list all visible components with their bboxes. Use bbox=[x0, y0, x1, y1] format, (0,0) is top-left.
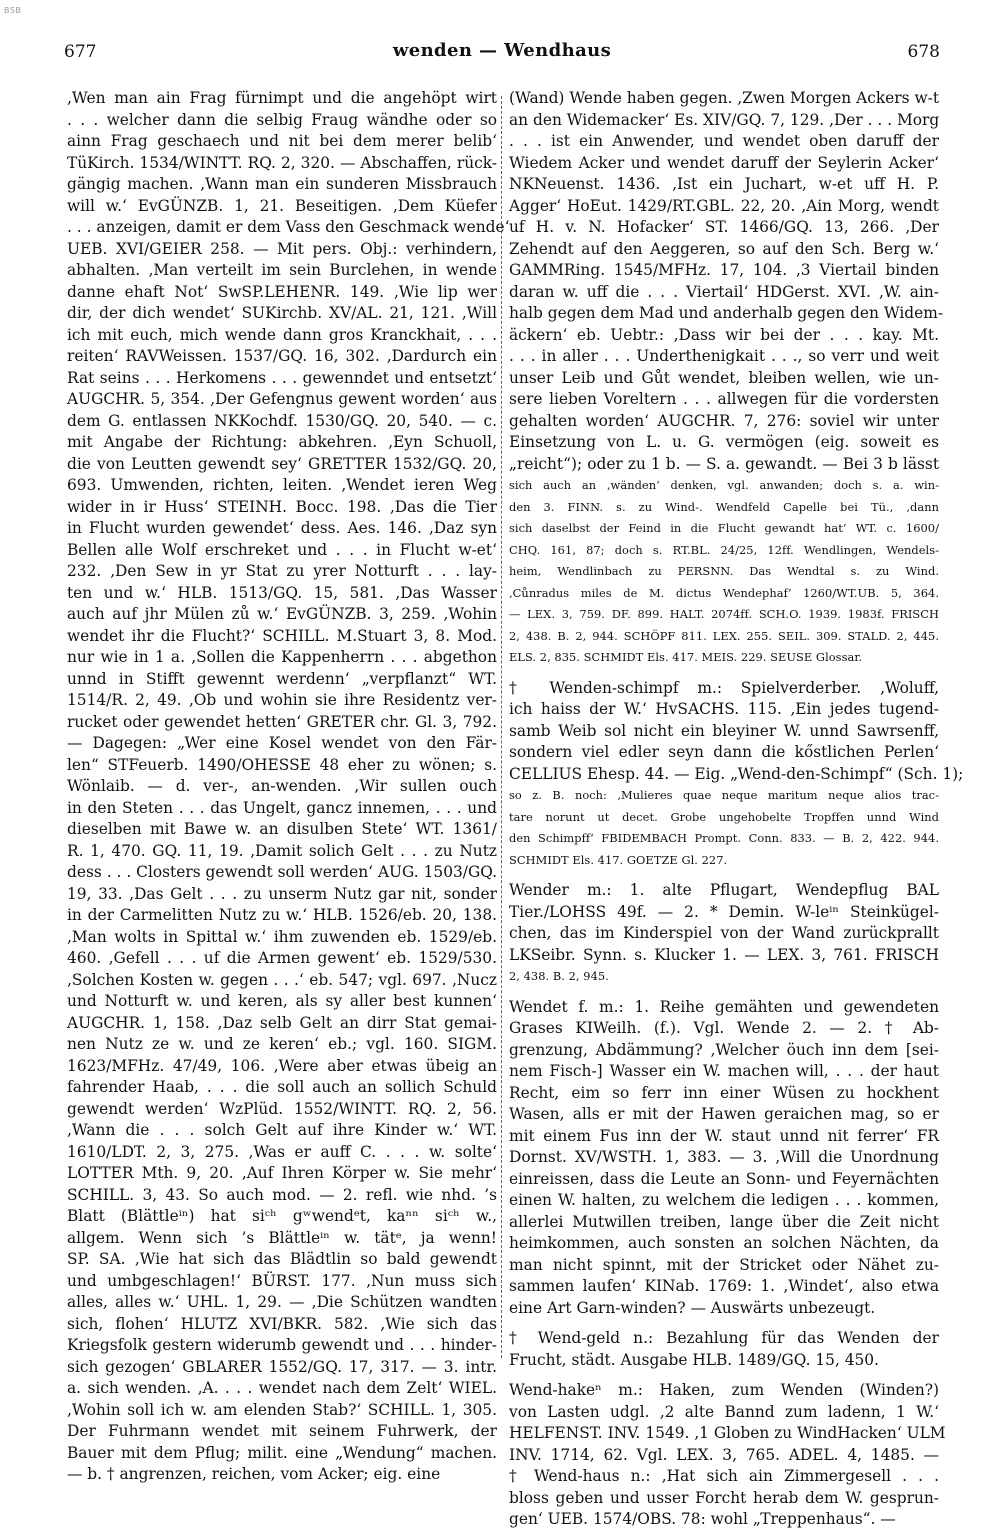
text-line: † Wend-haus n.: ‚Hat sich ain Zimmergesell . . . bbox=[509, 1467, 939, 1485]
text-line: CHQ. 161, 87; doch s. RT.BL. 24/25, 12ff. Wendlingen, Wendels- bbox=[509, 542, 939, 557]
text-line: SP. SA. ‚Wie hat sich das Blädtlin so bald gewendt bbox=[67, 1250, 497, 1268]
text-line: . . . ist ein Anwender, und wendet oben daruff der bbox=[509, 132, 939, 150]
text-line: . . . in aller . . . Underthenigkait . . ., so verr und weit bbox=[509, 347, 939, 365]
text-line: LOTTER Mth. 9, 20. ‚Auf Ihren Körper w. Sie mehr‘ bbox=[67, 1164, 497, 1182]
text-line: Wend-hakeⁿ m.: Haken, zum Wenden (Winden?) bbox=[509, 1381, 939, 1399]
text-line: sich daselbst der Feind in die Flucht gewandt hat‘ WT. c. 1600/ bbox=[509, 521, 939, 535]
text-line: sere lieben Voreltern . . . allwegen für die vordersten bbox=[509, 390, 939, 408]
text-line: 1610/LDT. 2, 3, 275. ‚Was er auff C. . . . w. solte‘ bbox=[67, 1142, 497, 1161]
text-line: (Wand) Wende haben gegen. ‚Zwen Morgen Ackers w-t bbox=[509, 89, 939, 107]
text-line: CELLIUS Ehesp. 44. — Eig. „Wend-den-Schimpf“ (Sch. 1); bbox=[509, 764, 964, 783]
column-divider bbox=[501, 96, 502, 1358]
text-line: SCHMIDT Els. 417. GOETZE Gl. 227. bbox=[509, 852, 728, 867]
text-line: SCHILL. 3, 43. So auch mod. — 2. refl. wie nhd. ’s bbox=[67, 1185, 497, 1204]
text-line: UEB. XVI/GEIER 258. — Mit pers. Obj.: verhindern, bbox=[67, 239, 497, 258]
text-line: unnd in Stifft gewennt werdenn‘ „verpflanzt“ WT. bbox=[67, 669, 497, 688]
text-line: die von Leutten gewendt sey‘ GRETTER 1532/GQ. 20, bbox=[67, 454, 497, 473]
page-number-left: 677 bbox=[64, 42, 97, 62]
text-line: Dornst. XV/WSTH. 1, 383. — 3. ‚Will die Unordnung bbox=[509, 1148, 939, 1166]
right-column bbox=[509, 88, 964, 1528]
text-line: ‚Wen man ain Frag fürnimpt und die angehöpt wirt bbox=[67, 89, 497, 107]
left-column bbox=[67, 88, 510, 1483]
text-line: Blatt (Blättleⁱⁿ) hat siᶜʰ gʷwendᵉt, kaⁿⁿ siᶜʰ w., bbox=[67, 1207, 497, 1225]
entry-separator bbox=[509, 988, 939, 997]
text-line: wider in ir Huss‘ STEINH. Bocc. 198. ‚Das die Tier bbox=[67, 497, 497, 516]
text-line: . . . welcher dann die selbig Fraug wändhe oder so bbox=[67, 110, 497, 129]
text-line: 2, 438. B. 2, 944. SCHÖPF 811. LEX. 255. SEIL. 309. STALD. 2, 445. bbox=[509, 628, 939, 643]
text-line: so z. B. noch: ‚Mulieres quae neque maritum neque alios trac- bbox=[509, 788, 939, 802]
text-line: a. sich wenden. ‚A. . . . wendet nach dem Zelt‘ WIEL. bbox=[67, 1379, 497, 1397]
text-line: 460. ‚Gefell . . . uf die Armen gewent‘ eb. 1529/530. bbox=[67, 949, 497, 967]
text-line: mit Angabe der Richtung: abkehren. ‚Eyn Schuoll, bbox=[67, 433, 497, 451]
text-line: sich, flohen‘ HLUTZ XVI/BKR. 582. ‚Wie sich das bbox=[67, 1314, 497, 1333]
text-line: ‚Wann die . . . solch Gelt auf ihre Kinder w.‘ WT. bbox=[67, 1121, 497, 1139]
text-line: gen‘ UEB. 1574/OBS. 78: wohl „Treppenhaus“. — bbox=[509, 1510, 896, 1528]
text-line: ich haiss der W.‘ HvSACHS. 115. ‚Ein jedes tugend- bbox=[509, 700, 939, 718]
text-line: dieselben mit Bawe w. an disulben Stete‘ WT. 1361/ bbox=[67, 820, 497, 838]
text-line: und Notturft w. und keren, als sy aller best kunnen‘ bbox=[67, 992, 497, 1010]
text-line: gehalten worden‘ AUGCHR. 7, 276: soviel wir unter bbox=[509, 411, 939, 430]
text-line: äckern‘ eb. Uebtr.: ‚Dass wir bei der . . . kay. Mt. bbox=[509, 325, 939, 344]
text-line: chen, das im Kinderspiel von der Wand zurückprallt bbox=[509, 924, 939, 942]
entry-separator bbox=[509, 871, 939, 880]
text-line: nem Fisch-] Wasser ein W. machen will, . . . der haut bbox=[509, 1062, 939, 1080]
running-head: wenden — Wendhaus bbox=[392, 40, 612, 61]
text-line: halb gegen dem Mad und anderhalb gegen den Widem- bbox=[509, 304, 944, 322]
text-line: Der Fuhrmann wendet mit seinem Fuhrwerk, der bbox=[67, 1422, 497, 1440]
text-line: ELS. 2, 835. SCHMIDT Els. 417. MEIS. 229. SEUSE Glossar. bbox=[509, 650, 863, 664]
text-line: 2, 438. B. 2, 945. bbox=[509, 969, 609, 983]
text-line: uf H. v. N. Hofacker‘ ST. 1466/GQ. 13, 266. ‚Der bbox=[509, 218, 939, 236]
text-line: in der Carmelitten Nutz zu w.‘ HLB. 1526/eb. 20, 138. bbox=[67, 906, 497, 924]
text-line: ‚Man wolts in Spittal w.‘ ihm zuwenden eb. 1529/eb. bbox=[67, 927, 497, 946]
text-line: nen Nutz ze w. und ze keren‘ eb.; vgl. 160. SIGM. bbox=[67, 1035, 497, 1053]
text-line: eine Art Garn-winden? — Auswärts unbezeugt. bbox=[509, 1298, 876, 1317]
text-line: rucket oder gewendet hetten‘ GRETER chr. Gl. 3, 792. bbox=[67, 712, 497, 731]
text-line: — Dagegen: „Wer eine Kosel wendet von den Fär- bbox=[67, 734, 497, 752]
text-line: INV. 1714, 62. Vgl. LEX. 3, 765. ADEL. 4, 1485. — bbox=[509, 1445, 939, 1464]
text-line: danne ehaft Not‘ SwSP.LEHENR. 149. ‚Wie lip wer bbox=[67, 282, 497, 301]
text-line: sondern viel edler seyn dann die kőstlichen Perlen‘ bbox=[509, 743, 939, 761]
text-line: HELFENST. INV. 1549. ‚1 Globen zu WindHacken‘ ULM bbox=[509, 1424, 946, 1442]
text-line: daran w. uff die . . . Viertail‘ HDGerst. XVI. ‚W. ain- bbox=[509, 282, 939, 301]
text-line: ich mit euch, mich wende dann gros Kranckhait, . . . bbox=[67, 325, 497, 344]
text-line: — LEX. 3, 759. DF. 899. HALT. 2074ff. SCH.O. 1939. 1983f. FRISCH bbox=[509, 607, 939, 621]
text-line: TüKirch. 1534/WINTT. RQ. 2, 320. — Abschaffen, rück- bbox=[67, 153, 497, 172]
text-line: unser Leib und Gůt wendet, bleiben wellen, wie un- bbox=[509, 368, 939, 387]
text-line: LKSeibr. Synn. s. Klucker 1. — LEX. 3, 761. FRISCH bbox=[509, 945, 939, 964]
text-line: einen W. halten, zu welchem die ledigen . . . kommen, bbox=[509, 1191, 939, 1209]
text-line: Bellen alle Wolf erschreket und . . . in Flucht w-et‘ bbox=[67, 540, 497, 559]
text-line: ‚Wohin soll ich w. am elenden Stab?‘ SCHILL. 1, 305. bbox=[67, 1400, 497, 1419]
text-line: Wasen, alls er mit der Hawen geraichen mag, so er bbox=[509, 1105, 939, 1123]
text-line: wendet ihr die Flucht?‘ SCHILL. M.Stuart 3, 8. Mod. bbox=[67, 626, 497, 645]
text-line: gewendt werden‘ WzPlüd. 1552/WINTT. RQ. 2, 56. bbox=[67, 1099, 497, 1118]
entry-separator bbox=[509, 1319, 939, 1328]
text-line: fahrender Haab, . . . die soll auch an sollich Schuld bbox=[67, 1078, 497, 1096]
text-line: dem G. entlassen NKKochdf. 1530/GQ. 20, 540. — c. bbox=[67, 411, 497, 430]
text-line: 19, 33. ‚Das Gelt . . . zu unserm Nutz gar nit, sonder bbox=[67, 884, 497, 903]
entry-separator bbox=[509, 669, 939, 678]
text-line: † Wend-geld n.: Bezahlung für das Wenden der bbox=[509, 1329, 939, 1347]
text-line: 1623/MFHz. 47/49, 106. ‚Were aber etwas übeig an bbox=[67, 1056, 497, 1075]
text-line: den 3. FINN. s. zu Wind-. Wendfeld Capelle bei Tü., ‚dann bbox=[509, 499, 939, 514]
text-line: Zehendt auf den Aeggeren, so auf den Sch. Berg w.‘ bbox=[509, 239, 939, 258]
text-line: heim, Wendlinbach zu PERSNN. Das Wendtal s. zu Wind. bbox=[509, 564, 939, 578]
text-line: nur wie in 1 a. ‚Sollen die Kappenherrn . . . abgethon bbox=[67, 648, 497, 666]
page-number-right: 678 bbox=[907, 42, 940, 62]
text-line: einreissen, dass die Leute an Sonn- und Feyernächten bbox=[509, 1169, 939, 1188]
page-header bbox=[64, 40, 940, 66]
text-line: GAMMRing. 1545/MFHz. 17, 104. ‚3 Viertail binden bbox=[509, 261, 939, 279]
text-line: sich gezogen‘ GBLARER 1552/GQ. 17, 317. — 3. intr. bbox=[67, 1357, 497, 1376]
text-line: NKNeuenst. 1436. ‚Ist ein Juchart, w-et uff H. P. bbox=[509, 175, 939, 193]
text-line: Wiedem Acker und wendet daruff der Seylerin Acker‘ bbox=[509, 153, 939, 172]
text-line: † Wenden-schimpf m.: Spielverderber. ‚Woluff, bbox=[509, 678, 939, 697]
text-line: 232. ‚Den Sew in yr Stat zu yrer Notturft . . . lay- bbox=[67, 562, 497, 580]
text-line: Wendet f. m.: 1. Reihe gemähten und gewendeten bbox=[509, 997, 939, 1016]
text-line: dir, der dich wendet‘ SUKirchb. XV/AL. 21, 121. ‚Will bbox=[67, 304, 497, 322]
text-line: Rat seins . . . Herkomens . . . gewenndet und entsetzt‘ bbox=[67, 368, 497, 387]
text-line: „reicht“); oder zu 1 b. — S. a. gewandt. — Bei 3 b lässt bbox=[509, 454, 939, 473]
text-line: Kriegsfolk gestern widerumb gewendt und . . . hinder- bbox=[67, 1336, 497, 1354]
entry-separator bbox=[509, 1371, 939, 1380]
text-line: alles, alles w.‘ UHL. 1, 29. — ‚Die Schützen wandten bbox=[67, 1293, 497, 1311]
text-line: Recht, eim so ferr inn einer Wüsen zu hockhent bbox=[509, 1083, 939, 1102]
text-line: man nicht spinnt, mit der Stricket oder Nähet zu- bbox=[509, 1255, 939, 1274]
text-line: samb Weib sol nicht ein bleyiner W. unnd Sawrsenff, bbox=[509, 721, 939, 740]
text-line: in den Steten . . . das Ungelt, gancz innemen, . . . und bbox=[67, 798, 497, 817]
text-line: grenzung, Abdämmung? ‚Welcher öuch inn dem [sei- bbox=[509, 1040, 939, 1059]
text-line: will w.‘ EvGÜNZB. 1, 21. Beseitigen. ‚Dem Küefer bbox=[67, 196, 497, 215]
text-line: gängig machen. ‚Wann man ein sunderen Missbrauch bbox=[67, 175, 497, 193]
text-line: R. 1, 470. GQ. 11, 19. ‚Damit solich Gelt . . . zu Nutz bbox=[67, 841, 497, 860]
text-line: AUGCHR. 5, 354. ‚Der Gefengnus gewent worden‘ aus bbox=[67, 390, 497, 408]
text-line: Tier./LOHSS 49f. — 2. * Demin. W-leⁱⁿ Steinkügel- bbox=[509, 902, 939, 921]
text-line: ten und w.‘ HLB. 1513/GQ. 15, 581. ‚Das Wasser bbox=[67, 583, 497, 602]
text-line: 693. Umwenden, richten, leiten. ‚Wendet ieren Weg bbox=[67, 476, 497, 494]
text-line: abhalten. ‚Man verteilt im sein Burclehen, in wende bbox=[67, 261, 497, 279]
text-line: dess . . . Closters gewendt soll werden‘ AUG. 1503/GQ. bbox=[67, 863, 497, 881]
text-line: 1514/R. 2, 49. ‚Ob und wohin sie ihre Residentz ver- bbox=[67, 691, 497, 709]
text-line: — b. † angrenzen, reichen, vom Acker; eig. eine bbox=[67, 1465, 441, 1483]
text-line: Agger‘ HoEut. 1429/RT.GBL. 22, 20. ‚Ain Morg, wendt bbox=[509, 196, 939, 215]
text-line: an den Widemacker‘ Es. XIV/GQ. 7, 129. ‚Der . . . Morg bbox=[509, 110, 940, 129]
text-line: den Schimpff‘ FBIDEMBACH Prompt. Conn. 833. — B. 2, 422. 944. bbox=[509, 831, 939, 845]
text-line: Bauer mit dem Pflug; milit. eine „Wendung“ machen. bbox=[67, 1443, 497, 1462]
text-line: heimkommen, auch sonsten an solchen Nächten, da bbox=[509, 1234, 939, 1252]
text-line: mit einem Fus inn der W. staut unnd nit ferrer‘ FR bbox=[509, 1126, 939, 1145]
text-line: ‚Solchen Kosten w. gegen . . .‘ eb. 547; vgl. 697. ‚Nucz bbox=[67, 970, 497, 989]
text-line: . . . anzeigen, damit er dem Vass den Geschmack wende‘ bbox=[67, 218, 510, 236]
text-line: tare norunt ut decet. Grobe ungehobelte Tropffen unnd Wind bbox=[509, 809, 939, 824]
text-line: sammen laufen‘ KINab. 1769: 1. ‚Windet‘, also etwa bbox=[509, 1277, 939, 1295]
text-line: auch auf jhr Mülen zů w.‘ EvGÜNZB. 3, 259. ‚Wohin bbox=[67, 605, 497, 623]
text-line: von Lasten udgl. ‚2 alte Bannd zum ladenn, 1 W.‘ bbox=[509, 1402, 939, 1421]
text-line: bloss geben und usser Forcht herab dem W. gesprun- bbox=[509, 1488, 939, 1507]
text-line: Grases KIWeilh. (f.). Vgl. Wende 2. — 2. † Ab- bbox=[509, 1019, 939, 1037]
text-line: in Flucht wurden gewendet‘ dess. Aes. 146. ‚Daz syn bbox=[67, 519, 497, 537]
text-line: Wönlaib. — d. ver-, an-wenden. ‚Wir sullen ouch bbox=[67, 777, 497, 795]
text-line: Wender m.: 1. alte Pflugart, Wendepflug BAL bbox=[509, 881, 939, 899]
text-line: Einsetzung von L. u. G. vermögen (eig. soweit es bbox=[509, 433, 939, 451]
text-line: sich auch an ‚wänden‘ denken, vgl. anwanden; doch s. a. win- bbox=[509, 478, 939, 492]
library-stamp: BSB bbox=[4, 6, 22, 15]
text-line: reiten‘ RAVWeissen. 1537/GQ. 16, 302. ‚Dardurch ein bbox=[67, 347, 497, 365]
text-line: ‚Cůnradus miles de M. dictus Wendephaf‘ 1260/WT.UB. 5, 364. bbox=[509, 585, 939, 600]
text-line: AUGCHR. 1, 158. ‚Daz selb Gelt an dirr Stat gemai- bbox=[67, 1013, 497, 1032]
text-line: Frucht, städt. Ausgabe HLB. 1489/GQ. 15, 450. bbox=[509, 1350, 879, 1369]
text-line: ainn Frag geschaech und nit bei dem merer belib‘ bbox=[67, 132, 497, 150]
text-line: allerlei Mutwillen treiben, lange über die Zeit nicht bbox=[509, 1212, 939, 1231]
text-line: len“ STFeuerb. 1490/OHESSE 48 eher zu wönen; s. bbox=[67, 755, 497, 774]
text-line: und umbgeschlagen!‘ BÜRST. 177. ‚Nun muss sich bbox=[67, 1271, 497, 1290]
text-line: allgem. Wenn sich ’s Blättleⁱⁿ w. tätᵉ, ja wenn! bbox=[67, 1228, 497, 1247]
